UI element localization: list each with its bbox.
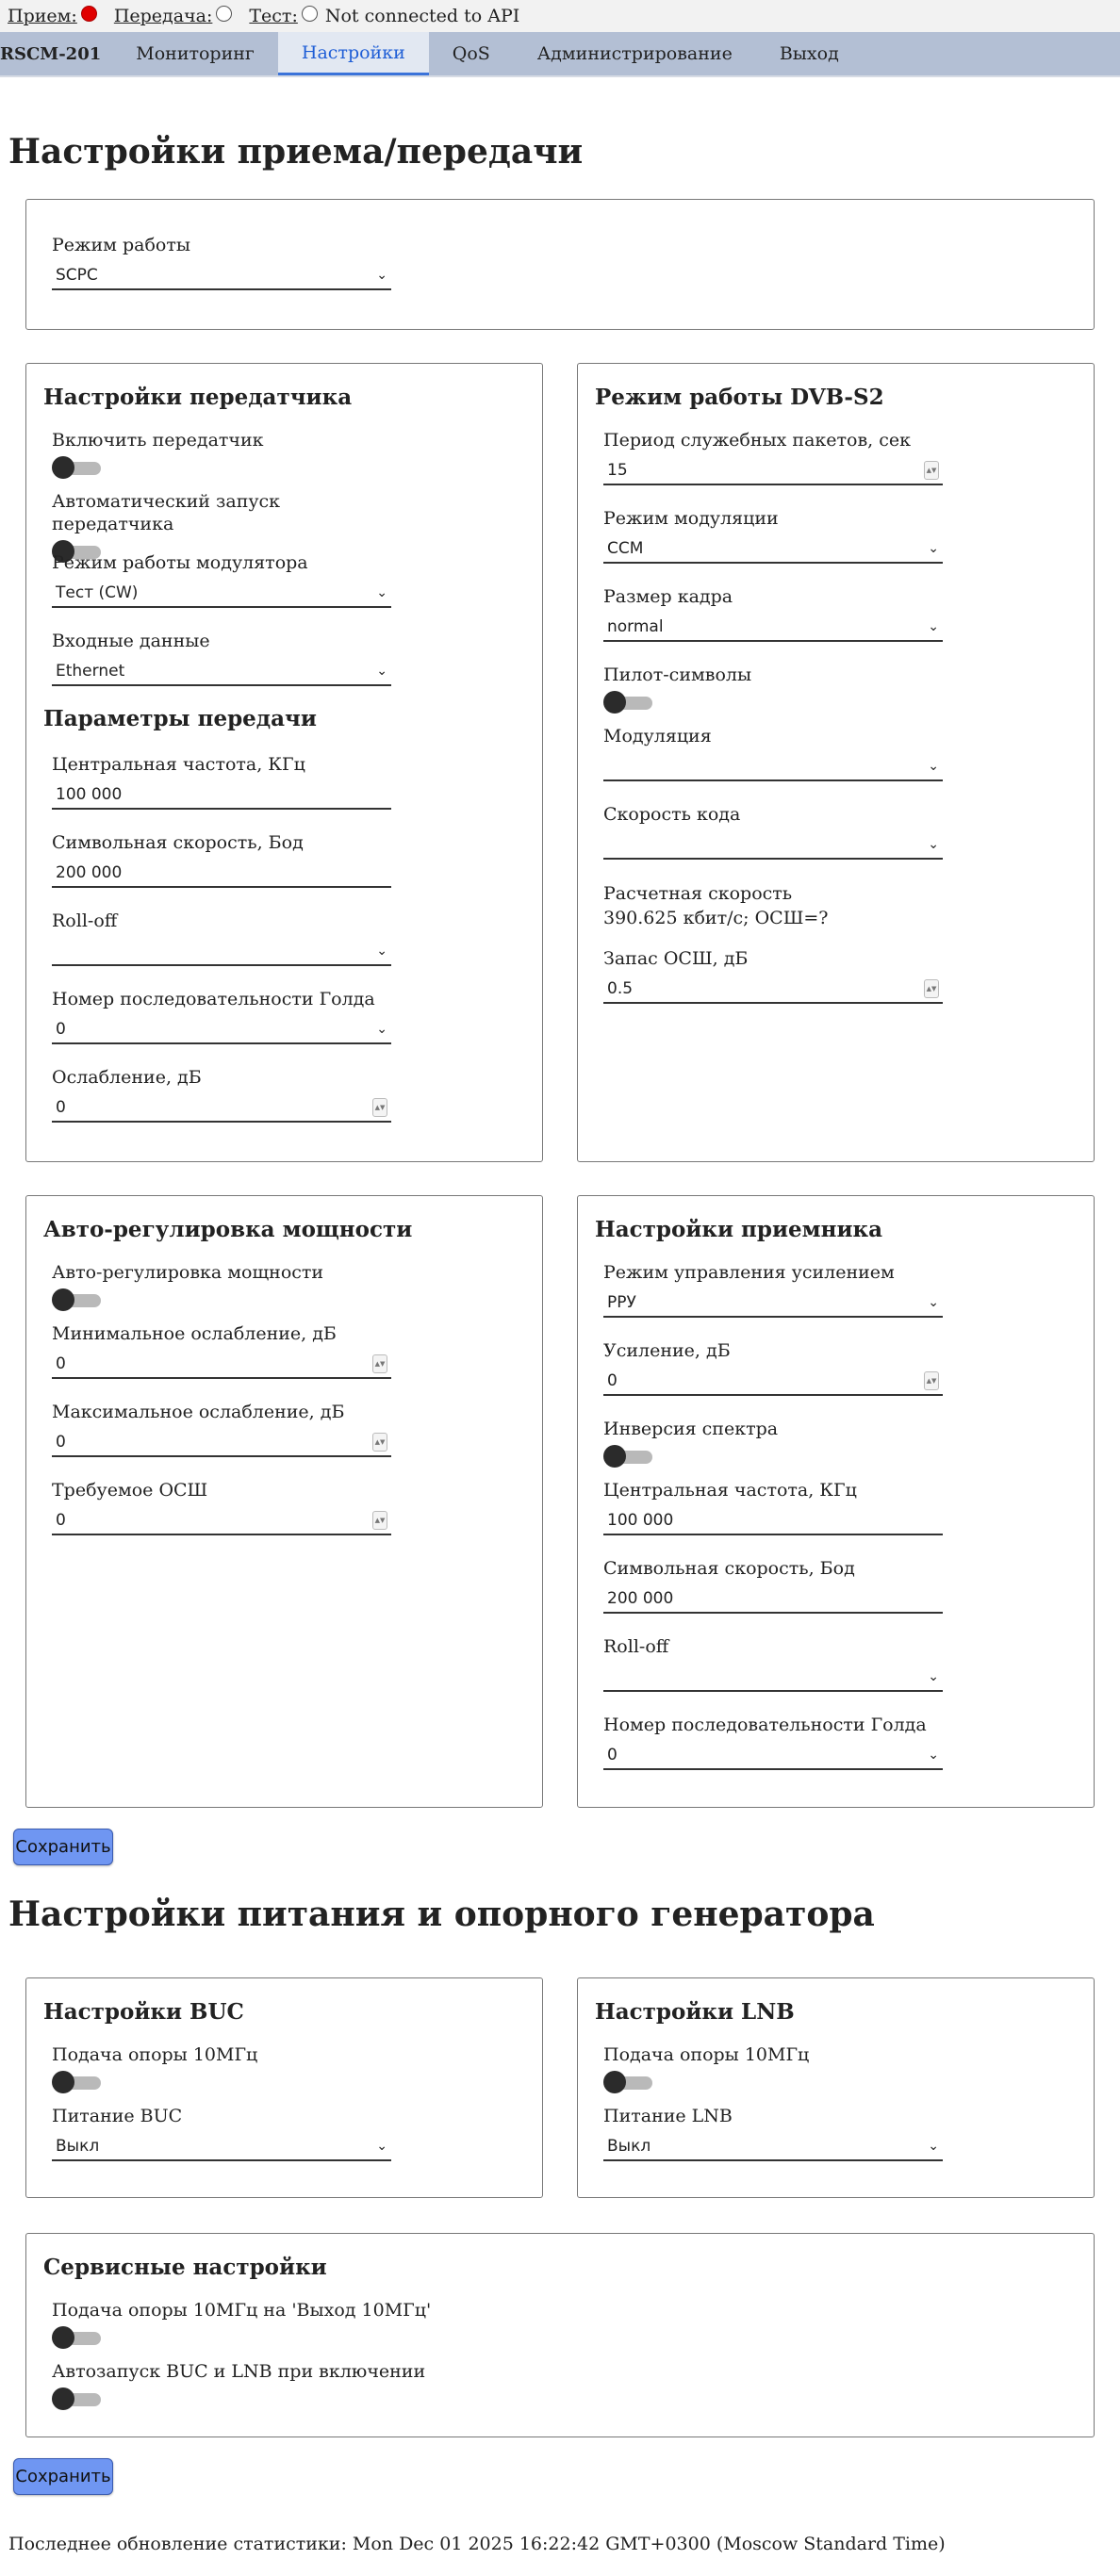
max-att-value: 0: [56, 1433, 66, 1452]
rx-symbol-rate-input[interactable]: [603, 1585, 943, 1614]
tx-center-freq-field: [52, 753, 391, 810]
lnb-power-label: Питание LNB: [603, 2106, 733, 2126]
rx-gold-select[interactable]: [603, 1742, 943, 1770]
apc-toggle-field: [52, 1261, 391, 1312]
test-label: Тест:: [249, 6, 298, 26]
calc-rate-block: [603, 881, 828, 930]
modulator-mode-field: [52, 551, 391, 608]
rx-center-freq-field: [603, 1479, 943, 1535]
code-rate-label: Скорость кода: [603, 804, 741, 825]
req-snr-field: [52, 1479, 391, 1535]
spinner-icon[interactable]: ▲▼: [924, 979, 939, 998]
ref-out-toggle[interactable]: [52, 2325, 104, 2350]
lnb-power-value: Выкл: [607, 2137, 651, 2156]
spectrum-inv-toggle[interactable]: [603, 1444, 655, 1468]
mode-label: Режим работы: [52, 235, 190, 255]
lnb-title: Настройки LNB: [595, 1999, 795, 2025]
calc-rate-value: 390.625 кбит/с; ОСШ=?: [603, 908, 829, 928]
snr-margin-field: [603, 947, 943, 1004]
tx-params-title: Параметры передачи: [43, 706, 317, 731]
tab-settings[interactable]: Настройки: [278, 32, 429, 75]
spinner-icon[interactable]: ▲▼: [372, 1433, 387, 1452]
lnb-ref-field: [603, 2043, 943, 2094]
min-att-field: [52, 1322, 391, 1379]
dvbs2-card: [577, 363, 1095, 1162]
frame-size-label: Размер кадра: [603, 586, 733, 607]
gain-mode-label: Режим управления усилением: [603, 1262, 895, 1283]
spectrum-inv-field: [603, 1418, 943, 1468]
input-data-field: [52, 630, 391, 686]
gain-label: Усиление, дБ: [603, 1340, 731, 1361]
buc-ref-label: Подача опоры 10МГц: [52, 2044, 258, 2065]
autostart-label: Автозапуск BUC и LNB при включении: [52, 2361, 426, 2382]
rx-gold-value: 0: [607, 1746, 618, 1764]
modulator-mode-label: Режим работы модулятора: [52, 552, 308, 573]
apc-toggle[interactable]: [52, 1288, 104, 1312]
brand: RSCM-201: [0, 43, 102, 64]
frame-size-select[interactable]: [603, 614, 943, 642]
auto-start-label: Автоматический запуск передатчика: [52, 491, 281, 534]
max-att-field: [52, 1401, 391, 1457]
lnb-power-field: [603, 2105, 943, 2161]
rx-rolloff-label: Roll-off: [603, 1636, 669, 1657]
tx-symbol-rate-value: 200 000: [56, 863, 123, 882]
calc-rate-label: Расчетная скорость: [603, 883, 793, 904]
ref-out-field: [52, 2299, 618, 2350]
buc-power-select[interactable]: [52, 2133, 391, 2161]
tx-center-freq-label: Центральная частота, КГц: [52, 754, 305, 775]
gain-value: 0: [607, 1371, 618, 1390]
rx-gold-field: [603, 1714, 943, 1770]
lnb-ref-toggle[interactable]: [603, 2070, 655, 2094]
service-card: [25, 2233, 1095, 2437]
chevron-down-icon: ⌄: [376, 585, 387, 600]
dvbs2-title: Режим работы DVB-S2: [595, 385, 884, 410]
buc-power-label: Питание BUC: [52, 2106, 183, 2126]
rx-rolloff-field: [603, 1635, 943, 1692]
page-title: Настройки приема/передачи: [8, 132, 584, 172]
apc-card: [25, 1195, 543, 1808]
rx-rolloff-select[interactable]: [603, 1664, 943, 1692]
buc-title: Настройки BUC: [43, 1999, 244, 2025]
chevron-down-icon: ⌄: [928, 1669, 939, 1684]
input-data-select[interactable]: [52, 658, 391, 686]
api-status: Not connected to API: [324, 6, 520, 26]
transmitter-title: Настройки передатчика: [43, 385, 353, 410]
apc-toggle-label: Авто-регулировка мощности: [52, 1262, 324, 1283]
save-power-button[interactable]: Сохранить: [13, 2458, 113, 2495]
modulation-mode-select[interactable]: [603, 535, 943, 564]
transmitter-card: [25, 363, 543, 1162]
pilots-label: Пилот-символы: [603, 665, 752, 685]
service-period-value: 15: [607, 461, 628, 480]
tx-indicator: [114, 6, 233, 26]
buc-ref-field: [52, 2043, 391, 2094]
chevron-down-icon: ⌄: [928, 2139, 939, 2154]
modulation-mode-label: Режим модуляции: [603, 508, 779, 529]
buc-power-value: Выкл: [56, 2137, 100, 2156]
tx-attenuation-value: 0: [56, 1098, 66, 1117]
rx-center-freq-input[interactable]: [603, 1507, 943, 1535]
rx-symbol-rate-field: [603, 1557, 943, 1614]
service-period-input[interactable]: [603, 457, 943, 485]
rx-symbol-rate-label: Символьная скорость, Бод: [603, 1558, 855, 1579]
service-period-field: [603, 429, 943, 485]
test-indicator: [249, 6, 519, 26]
mode-select[interactable]: [52, 262, 391, 290]
modulator-mode-value: Тест (CW): [56, 583, 139, 602]
spinner-icon[interactable]: ▲▼: [924, 1371, 939, 1390]
max-att-label: Максимальное ослабление, дБ: [52, 1402, 345, 1422]
tx-symbol-rate-label: Символьная скорость, Бод: [52, 832, 304, 853]
chevron-down-icon: ⌄: [376, 943, 387, 959]
autostart-toggle[interactable]: [52, 2387, 104, 2411]
rx-label: Прием:: [8, 6, 77, 26]
lnb-card: [577, 1977, 1095, 2198]
tx-rolloff-label: Roll-off: [52, 911, 118, 931]
receiver-title: Настройки приемника: [595, 1217, 883, 1242]
gain-field: [603, 1339, 943, 1396]
rx-symbol-rate-value: 200 000: [607, 1589, 674, 1608]
tx-gold-field: [52, 988, 391, 1044]
spinner-icon[interactable]: ▲▼: [372, 1511, 387, 1530]
frame-size-field: [603, 585, 943, 642]
last-update-text: Последнее обновление статистики: Mon Dec 01 2025 16:22:42 GMT+0300 (Moscow Standard Time): [8, 2534, 946, 2554]
req-snr-label: Требуемое ОСШ: [52, 1480, 208, 1501]
service-title: Сервисные настройки: [43, 2255, 327, 2280]
tx-center-freq-value: 100 000: [56, 785, 123, 804]
buc-power-field: [52, 2105, 391, 2161]
chevron-down-icon: ⌄: [928, 837, 939, 852]
code-rate-select[interactable]: [603, 831, 943, 860]
spinner-icon[interactable]: ▲▼: [372, 1354, 387, 1373]
enable-tx-toggle[interactable]: [52, 455, 104, 480]
status-bar: [0, 0, 1120, 32]
enable-tx-label: Включить передатчик: [52, 430, 264, 451]
ref-out-label: Подача опоры 10МГц на 'Выход 10МГц': [52, 2300, 432, 2321]
power-section-title: Настройки питания и опорного генератора: [8, 1895, 875, 1934]
req-snr-value: 0: [56, 1511, 66, 1530]
tx-gold-select[interactable]: [52, 1016, 391, 1044]
lnb-ref-label: Подача опоры 10МГц: [603, 2044, 810, 2065]
gain-input[interactable]: [603, 1368, 943, 1396]
tx-rolloff-select[interactable]: [52, 938, 391, 966]
chevron-down-icon: ⌄: [376, 268, 387, 283]
top-nav: [0, 32, 1120, 77]
mode-field: [52, 234, 391, 290]
tx-gold-label: Номер последовательности Голда: [52, 989, 375, 1009]
tx-center-freq-input[interactable]: [52, 781, 391, 810]
chevron-down-icon: ⌄: [928, 619, 939, 634]
apc-title: Авто-регулировка мощности: [43, 1217, 413, 1242]
gain-mode-value: РРУ: [607, 1293, 636, 1312]
mode-card: [25, 199, 1095, 330]
max-att-input[interactable]: [52, 1429, 391, 1457]
rx-gold-label: Номер последовательности Голда: [603, 1715, 927, 1735]
min-att-value: 0: [56, 1354, 66, 1373]
tab-monitoring[interactable]: Мониторинг: [136, 43, 255, 64]
chevron-down-icon: ⌄: [928, 541, 939, 556]
receiver-card: [577, 1195, 1095, 1808]
chevron-down-icon: ⌄: [928, 759, 939, 774]
lnb-power-select[interactable]: [603, 2133, 943, 2161]
tab-qos[interactable]: QoS: [452, 43, 490, 64]
min-att-label: Минимальное ослабление, дБ: [52, 1323, 337, 1344]
tx-attenuation-input[interactable]: [52, 1094, 391, 1123]
modulator-mode-select[interactable]: [52, 580, 391, 608]
gain-mode-field: [603, 1261, 943, 1318]
chevron-down-icon: ⌄: [928, 1747, 939, 1763]
chevron-down-icon: ⌄: [376, 664, 387, 679]
autostart-field: [52, 2360, 618, 2411]
snr-margin-label: Запас ОСШ, дБ: [603, 948, 749, 969]
tx-rolloff-field: [52, 910, 391, 966]
tx-attenuation-label: Ослабление, дБ: [52, 1067, 202, 1088]
modulation-mode-value: CCM: [607, 539, 644, 558]
tx-led-icon: [216, 6, 232, 22]
tx-attenuation-field: [52, 1066, 391, 1123]
tx-gold-value: 0: [56, 1020, 66, 1039]
tx-symbol-rate-input[interactable]: [52, 860, 391, 888]
service-period-label: Период служебных пакетов, сек: [603, 430, 912, 451]
input-data-value: Ethernet: [56, 662, 125, 681]
snr-margin-value: 0.5: [607, 979, 634, 998]
enable-tx-field: [52, 429, 391, 480]
input-data-label: Входные данные: [52, 631, 210, 651]
buc-ref-toggle[interactable]: [52, 2070, 104, 2094]
snr-margin-input[interactable]: [603, 976, 943, 1004]
mode-value: SCPC: [56, 266, 98, 285]
req-snr-input[interactable]: [52, 1507, 391, 1535]
rx-center-freq-value: 100 000: [607, 1511, 674, 1530]
min-att-input[interactable]: [52, 1351, 391, 1379]
rx-indicator: [8, 6, 97, 26]
chevron-down-icon: ⌄: [376, 1022, 387, 1037]
tx-symbol-rate-field: [52, 831, 391, 888]
buc-card: [25, 1977, 543, 2198]
modulation-label: Модуляция: [603, 726, 712, 747]
gain-mode-select[interactable]: [603, 1289, 943, 1318]
spinner-icon[interactable]: ▲▼: [924, 461, 939, 480]
spinner-icon[interactable]: ▲▼: [372, 1098, 387, 1117]
pilots-field: [603, 664, 943, 714]
spectrum-inv-label: Инверсия спектра: [603, 1419, 779, 1439]
frame-size-value: normal: [607, 617, 664, 636]
tab-logout[interactable]: Выход: [779, 43, 839, 64]
chevron-down-icon: ⌄: [376, 2139, 387, 2154]
rx-led-icon: [81, 6, 97, 22]
chevron-down-icon: ⌄: [928, 1295, 939, 1310]
tab-administration[interactable]: Администрирование: [536, 43, 733, 64]
pilots-toggle[interactable]: [603, 690, 655, 714]
test-led-icon: [302, 6, 318, 22]
code-rate-field: [603, 803, 943, 860]
modulation-field: [603, 725, 943, 781]
tx-label: Передача:: [113, 6, 213, 26]
modulation-select[interactable]: [603, 753, 943, 781]
save-button[interactable]: Сохранить: [13, 1829, 113, 1865]
modulation-mode-field: [603, 507, 943, 564]
rx-center-freq-label: Центральная частота, КГц: [603, 1480, 857, 1501]
